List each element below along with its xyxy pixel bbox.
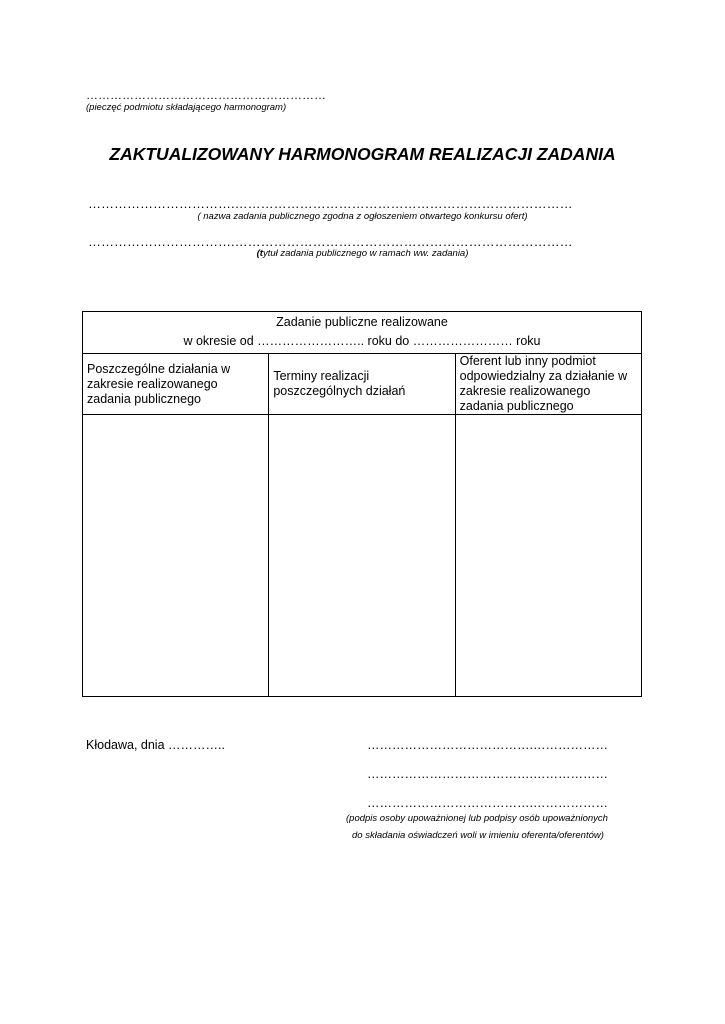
table-heading-line1: Zadanie publiczne realizowane xyxy=(276,315,448,329)
signature-caption-line1: (podpis osoby upoważnionej lub podpisy osób upoważnionych xyxy=(346,813,608,824)
column-header-responsible: Oferent lub inny podmiot odpowiedzialny za działanie w zakresie realizowanego zadania publicznego xyxy=(455,354,641,415)
column-header-row xyxy=(83,354,642,415)
column-header-dates: Terminy realizacji poszczególnych działań xyxy=(269,354,455,415)
table-heading-line2: w okresie od …………………….. roku do …………………… roku xyxy=(183,334,541,348)
table-heading xyxy=(83,312,642,354)
signature-line-1: ………………………………….……………… xyxy=(367,738,608,752)
signature-caption-line2: do składania oświadczeń woli w imieniu oferenta/oferentów) xyxy=(352,830,604,841)
task-name-dots: …………………………….…………………………………………………………………… xyxy=(88,196,573,211)
table-row xyxy=(83,415,642,697)
task-title-caption xyxy=(0,248,725,259)
cell-responsible[interactable] xyxy=(455,415,641,697)
task-title-dots: …………………………….…………………………………………………………………… xyxy=(88,234,573,249)
place-date: Kłodawa, dnia ………….. xyxy=(86,738,225,752)
stamp-caption: (pieczęć podmiotu składającego harmonogram) xyxy=(86,102,287,113)
schedule-table xyxy=(82,311,642,697)
task-name-caption: ( nazwa zadania publicznego zgodna z ogłoszeniem otwartego konkursu ofert) xyxy=(197,211,528,222)
signature-line-2: ………………………………….……………… xyxy=(367,767,608,781)
column-header-activities: Poszczególne działania w zakresie realizowanego zadania publicznego xyxy=(83,354,269,415)
cell-activities[interactable] xyxy=(83,415,269,697)
task-title-caption-bold: (t xyxy=(256,248,263,259)
cell-dates[interactable] xyxy=(269,415,455,697)
signature-line-3: ………………………………….……………… xyxy=(367,796,608,810)
table-heading-row xyxy=(83,312,642,354)
task-title-caption-rest: ytuł zadania publicznego w ramach ww. zadania) xyxy=(262,248,469,259)
document-title: ZAKTUALIZOWANY HARMONOGRAM REALIZACJI ZADANIA xyxy=(109,144,616,164)
stamp-dots: …………………………………………………… xyxy=(86,88,326,102)
